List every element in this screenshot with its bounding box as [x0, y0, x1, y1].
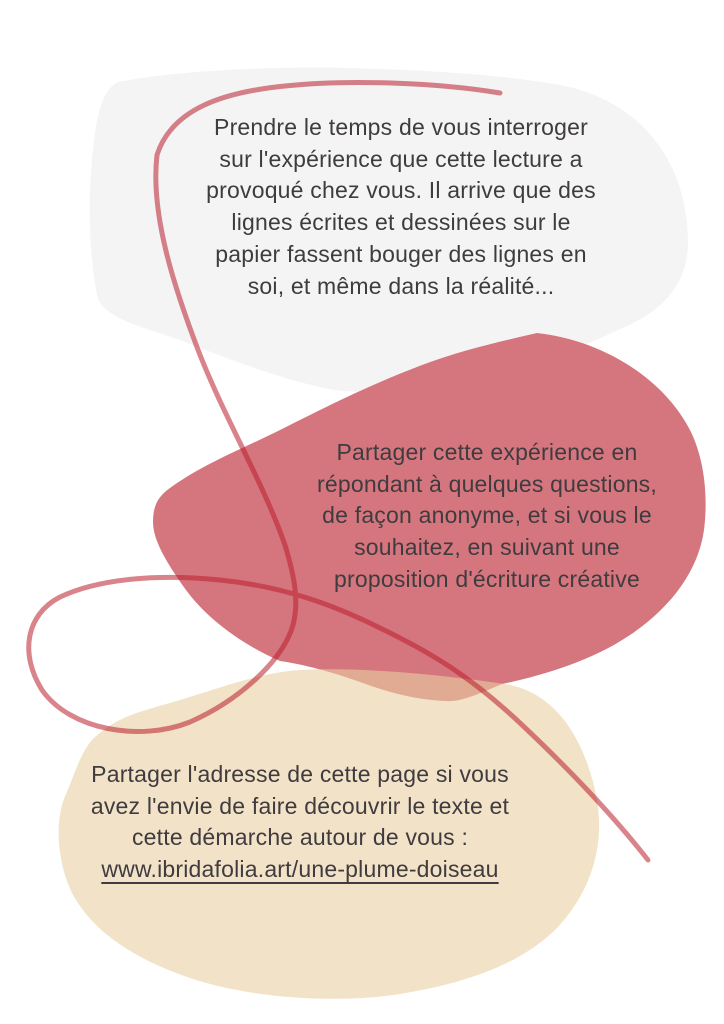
share-page-text-block	[65, 759, 535, 886]
text-line: cette démarche autour de vous :	[131, 824, 469, 851]
text-line: Partager cette expérience en	[336, 439, 638, 465]
text-line: provoqué chez vous. Il arrive que des	[206, 177, 596, 204]
page-url-link[interactable]: www.ibridafolia.art/une-plume-doiseau	[101, 856, 499, 883]
text-line: Partager l'adresse de cette page si vous	[91, 761, 509, 787]
text-line: sur l'expérience que cette lecture a	[219, 145, 583, 172]
text-line: répondant à quelques questions,	[317, 470, 657, 497]
text-line: de façon anonyme, et si vous le	[322, 502, 652, 529]
text-line: lignes écrites et dessinées sur le	[231, 209, 571, 236]
text-line: papier fassent bouger des lignes en	[215, 240, 587, 267]
text-line: soi, et même dans la réalité...	[247, 272, 555, 299]
text-line: proposition d'écriture créative	[334, 565, 640, 592]
text-line: Prendre le temps de vous interroger	[214, 114, 588, 140]
share-experience-text-block	[247, 437, 724, 596]
text-line: avez l'envie de faire découvrir le texte et	[90, 792, 510, 819]
text-line: souhaitez, en suivant une	[354, 534, 620, 561]
reflect-text-block	[161, 112, 641, 302]
